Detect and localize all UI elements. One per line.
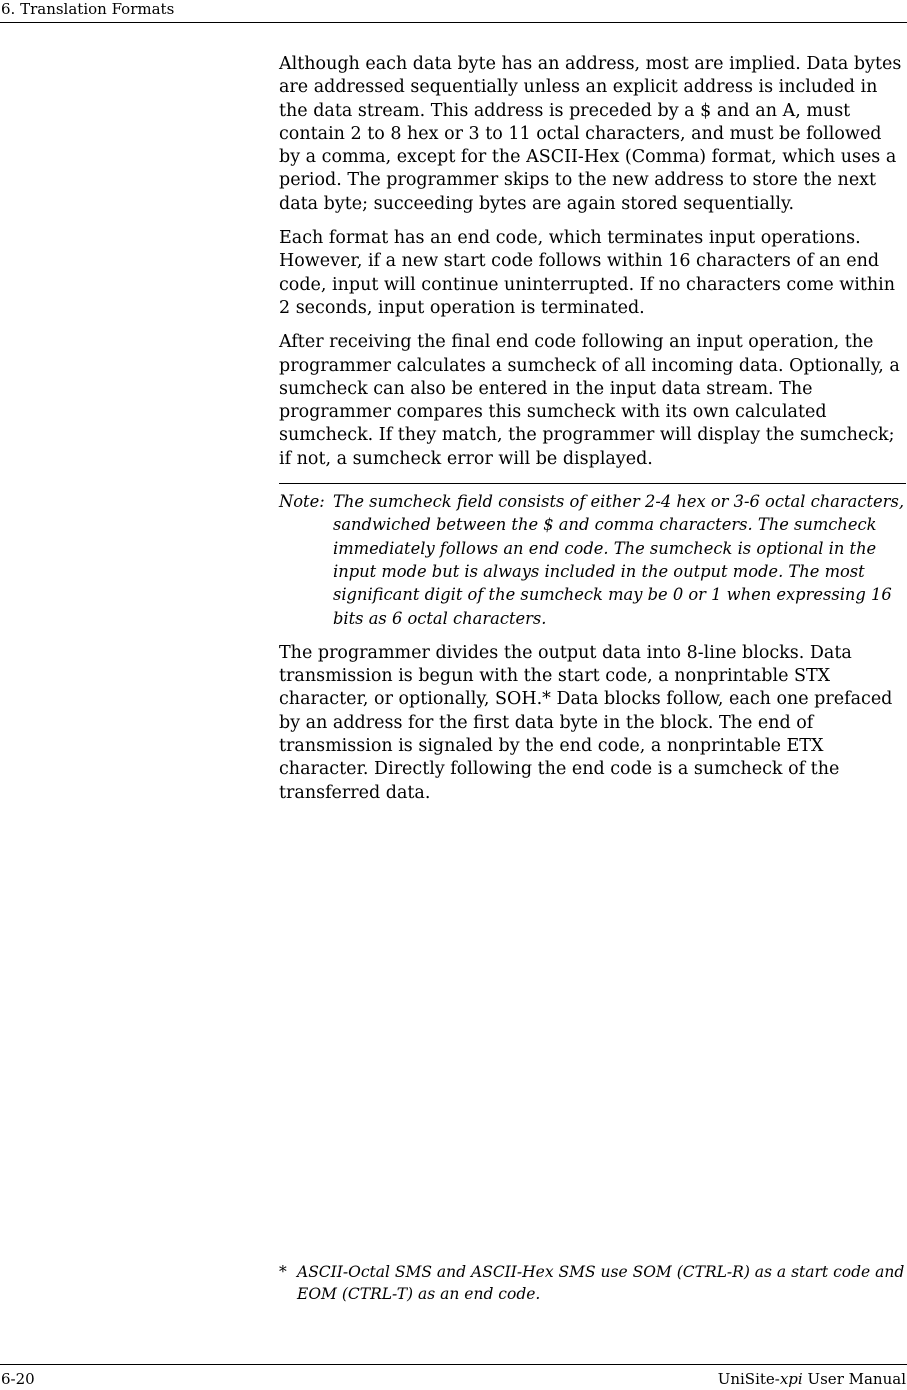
paragraph-end-code: Each format has an end code, which terminates input operations. However, if a new start code follows within 16 characters of an end code, input will continue uninterrupted. If no characters come within 2 seconds, input operation is terminated. <box>279 228 896 318</box>
manual-title-prefix: UniSite- <box>717 1370 780 1388</box>
body-text <box>279 53 906 816</box>
manual-title-suffix: User Manual <box>802 1370 906 1388</box>
note-text: The sumcheck field consists of either 2-4 hex or 3-6 octal characters, sandwiched between the $ and comma characters. The sumcheck immediately follows an end code. The sumcheck is optional in the input mode but is always included in the output mode. The most significant digit of the sumcheck may be 0 or 1 when expressing 16 bits as 6 octal characters. <box>333 492 904 628</box>
paragraph-addressing: Although each data byte has an address, most are implied. Data bytes are addressed sequentially unless an explicit address is included in the data stream. This address is preceded by a $ and an A, must contain 2 to 8 hex or 3 to 11 octal characters, and must be followed by a comma, except for the ASCII-Hex (Comma) format, which uses a period. The programmer skips to the new address to store the next data byte; succeeding bytes are again stored sequentially. <box>279 54 902 214</box>
note-label: Note: <box>279 492 325 512</box>
page-footer <box>0 1364 907 1390</box>
footnote <box>279 1261 906 1305</box>
footnote-text: ASCII-Octal SMS and ASCII-Hex SMS use SOM (CTRL-R) as a start code and EOM (CTRL-T) as an end code. <box>297 1263 905 1303</box>
manual-title-product: xpi <box>779 1370 803 1388</box>
manual-title <box>718 1369 906 1389</box>
note-block <box>279 483 906 630</box>
chapter-title: 6. Translation Formats <box>1 0 175 18</box>
footnote-marker: * <box>279 1263 287 1281</box>
page-number: 6-20 <box>1 1370 35 1388</box>
paragraph-output-blocks: The programmer divides the output data into 8-line blocks. Data transmission is begun with the start code, a nonprintable STX character, or optionally, SOH.* Data blocks follow, each one prefaced by an address for the first data byte in the block. The end of transmission is signaled by the end code, a nonprintable ETX character. Directly following the end code is a sumcheck of the transferred data. <box>279 642 893 803</box>
paragraph-sumcheck: After receiving the final end code following an input operation, the programmer calculates a sumcheck of all incoming data. Optionally, a sumcheck can also be entered in the input data stream. The programmer compares this sumcheck with its own calculated sumcheck. If they match, the programmer will display the sumcheck; if not, a sumcheck error will be displayed. <box>279 332 900 469</box>
page-header <box>0 0 907 23</box>
